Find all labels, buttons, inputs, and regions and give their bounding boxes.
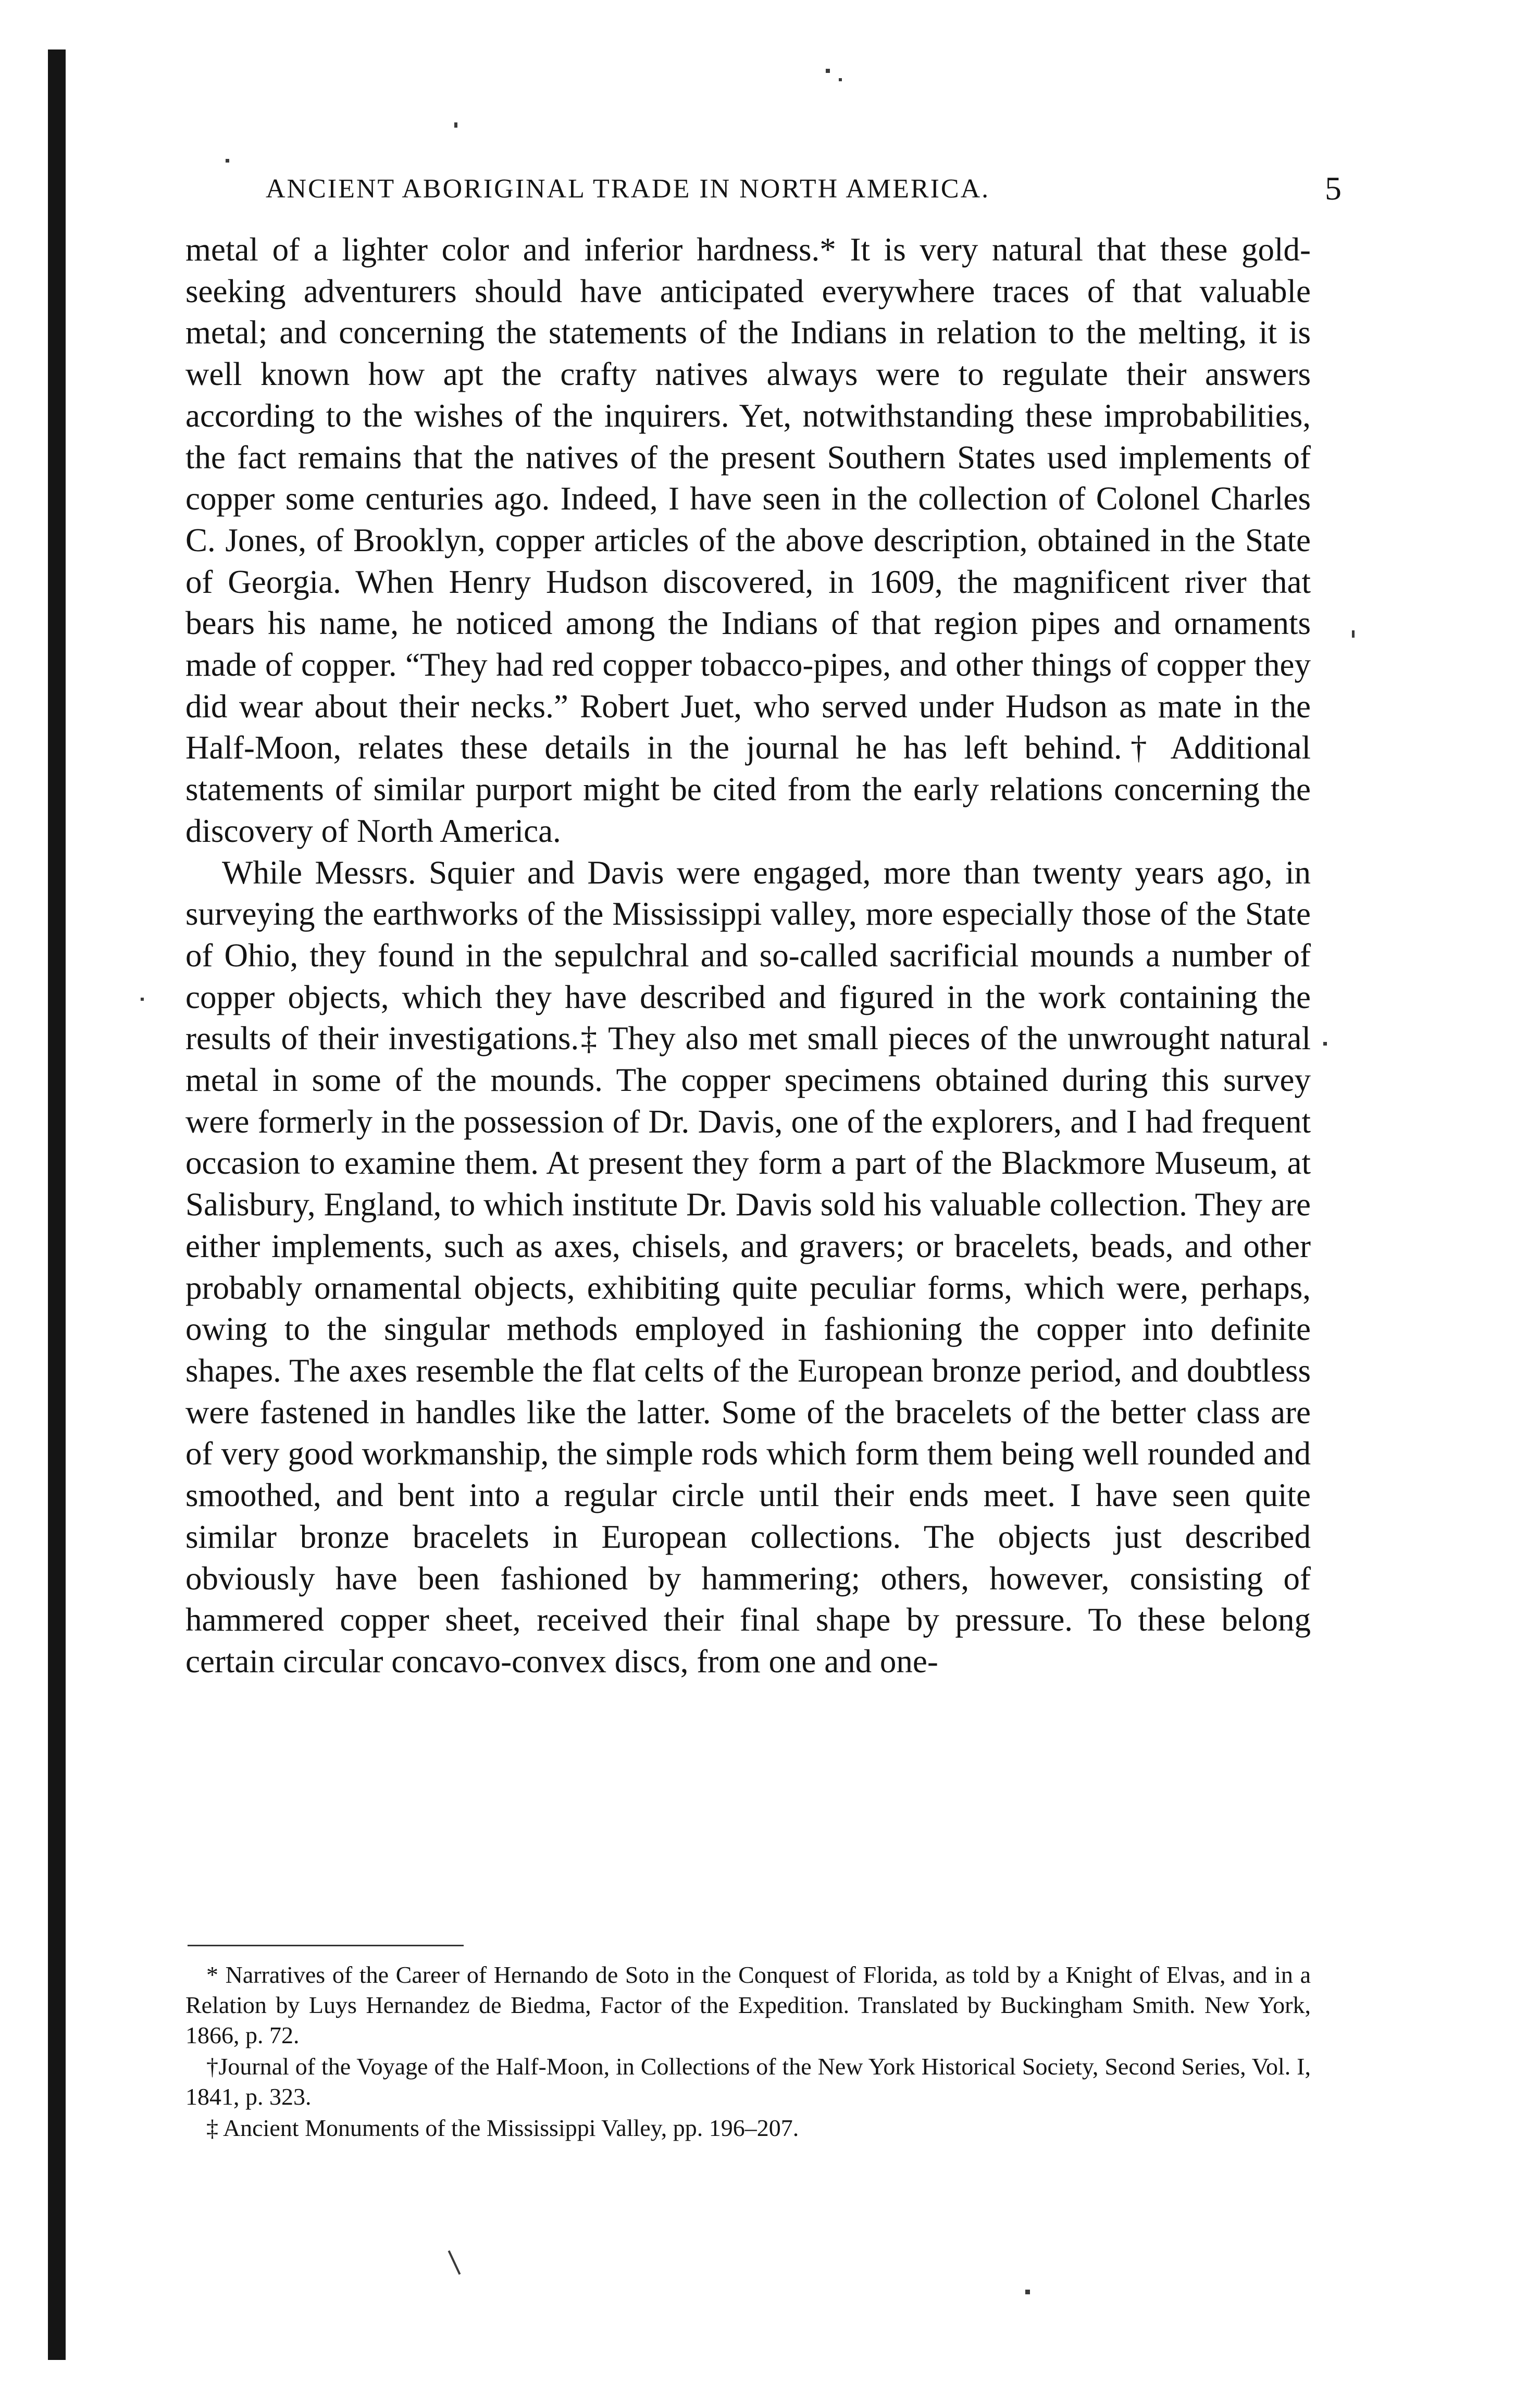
scan-speck xyxy=(1352,630,1355,638)
scan-speck xyxy=(826,69,830,73)
body-paragraph: metal of a lighter color and inferior hardness.* It is very natural that these gold-seeking adventurers should have anticipated everywhere traces of that valuable metal; and concerning the statements of the Indians in relation to the melting, it is well known how apt the crafty natives always were to regulate their answers according to the wishes of the inquirers. Yet, notwithstanding these improbabilities, the fact remains that the natives of the present Southern States used implements of copper some centuries ago. Indeed, I have seen in the collection of Colonel Charles C. Jones, of Brooklyn, copper articles of the above description, obtained in the State of Georgia. When Henry Hudson discovered, in 1609, the magnificent river that bears his name, he noticed among the Indians of that region pipes and ornaments made of copper. “They had red copper tobacco-pipes, and other things of copper they did wear about their necks.” Robert Juet, who served under Hudson as mate in the Half-Moon, relates these details in the journal he has left behind.† Additional statements of similar purport might be cited from the early relations concerning the discovery of North America. xyxy=(185,231,1311,849)
running-title: ANCIENT ABORIGINAL TRADE IN NORTH AMERICA. xyxy=(266,174,990,204)
binding-edge-shadow xyxy=(48,49,66,2360)
page-number: 5 xyxy=(1325,170,1342,207)
footnote: * Narratives of the Career of Hernando de Soto in the Conquest of Florida, as told by a Knight of Elvas, and in a Relation by Luys Hernandez de Biedma, Factor of the Expedition. Translated by Buckingham Smith. New York, 1866, p. 72. xyxy=(185,1961,1311,2048)
footnote: †Journal of the Voyage of the Half-Moon, in Collections of the New York Historical Society, Second Series, Vol. I, 1841, p. 323. xyxy=(185,2053,1311,2110)
scan-speck xyxy=(1025,2290,1030,2294)
scan-speck xyxy=(141,998,144,1001)
running-head xyxy=(188,169,1342,211)
footnotes xyxy=(185,1960,1311,2144)
scan-speck xyxy=(226,159,229,163)
scan-speck xyxy=(448,2250,461,2275)
footnote-divider xyxy=(188,1945,464,1946)
footnote: ‡ Ancient Monuments of the Mississippi Valley, pp. 196–207. xyxy=(206,2115,799,2141)
scan-speck xyxy=(454,122,457,128)
body-paragraph: While Messrs. Squier and Davis were engaged, more than twenty years ago, in surveying the earthworks of the Mississippi valley, more especially those of the State of Ohio, they found in the sepulchral and so-called sacrificial mounds a number of copper objects, which they have described and figured in the work containing the results of their investigations.‡ They also met small pieces of the unwrought natural metal in some of the mounds. The copper specimens obtained during this survey were formerly in the possession of Dr. Davis, one of the explorers, and I had frequent occasion to examine them. At present they form a part of the Blackmore Museum, at Salisbury, England, to which institute Dr. Davis sold his valuable collection. They are either implements, such as axes, chisels, and gravers; or bracelets, beads, and other probably ornamental objects, exhibiting quite peculiar forms, which were, perhaps, owing to the singular methods employed in fashioning the copper into definite shapes. The axes resemble the flat celts of the European bronze period, and doubtless were fastened in handles like the latter. Some of the bracelets of the better class are of very good workmanship, the simple rods which form them being well rounded and smoothed, and bent into a regular circle until their ends meet. I have seen quite similar bronze bracelets in European collections. The objects just described obviously have been fashioned by hammering; others, however, consisting of hammered copper sheet, received their final shape by pressure. To these belong certain circular concavo-convex discs, from one and one- xyxy=(185,854,1311,1680)
scan-speck xyxy=(839,78,842,81)
body-text xyxy=(185,229,1311,1683)
scan-speck xyxy=(1323,1042,1327,1046)
